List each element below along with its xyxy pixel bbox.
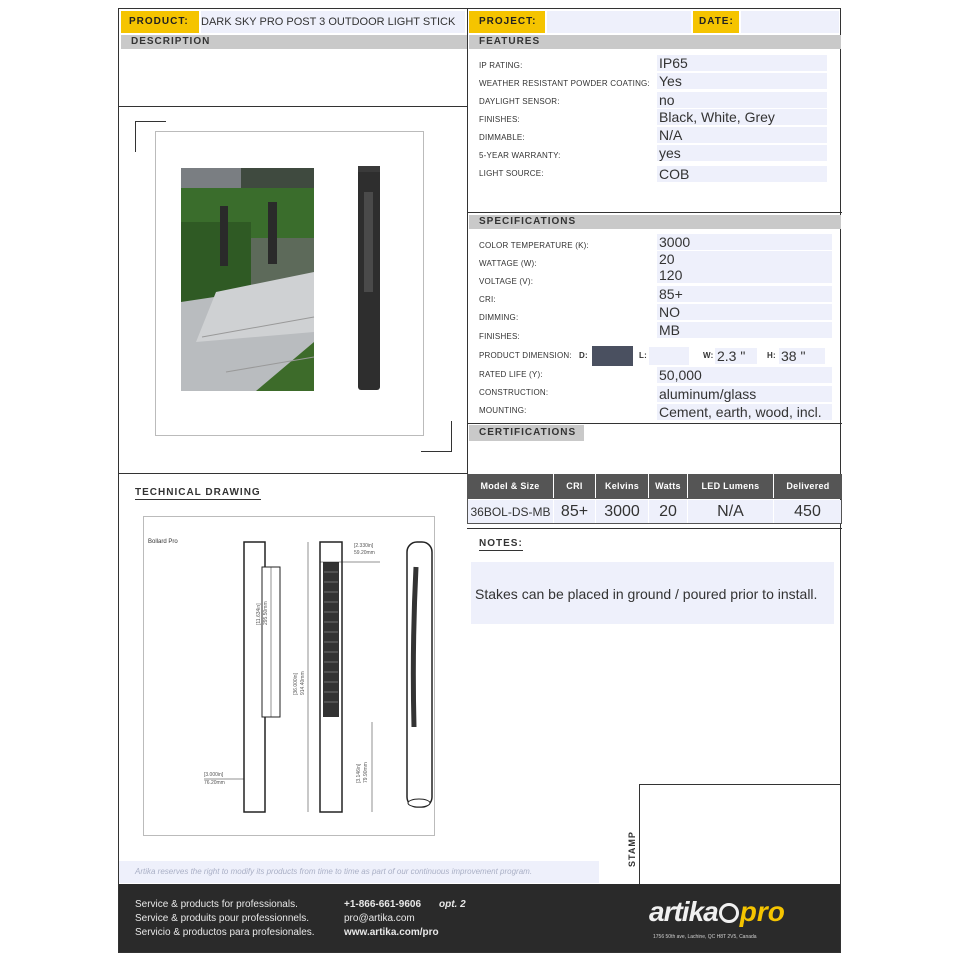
- spec-value[interactable]: 3000: [657, 234, 832, 250]
- spec-label: COLOR TEMPERATURE (K):: [479, 241, 589, 250]
- date-field[interactable]: [741, 11, 839, 33]
- feature-value[interactable]: COB: [657, 166, 827, 182]
- notes-box[interactable]: [471, 562, 834, 624]
- feature-value[interactable]: N/A: [657, 127, 827, 143]
- table-header: CRI: [554, 474, 595, 498]
- feature-value[interactable]: Black, White, Grey: [657, 109, 827, 125]
- features-bar: FEATURES: [469, 35, 841, 49]
- product-image-frame: [155, 131, 424, 436]
- crop-mark-br: [421, 421, 452, 452]
- feature-label: FINISHES:: [479, 115, 520, 124]
- table-divider: [467, 528, 842, 529]
- dimension-annotation: 914.40mm: [300, 671, 306, 695]
- footer-address: 1756 50th ave, Lachine, QC H8T 2V5, Canada: [653, 934, 757, 940]
- column-divider: [467, 9, 468, 475]
- dimension-annotation: [3.146in]: [356, 763, 362, 783]
- artika-pro-logo: [649, 896, 785, 928]
- feature-label: 5-YEAR WARRANTY:: [479, 151, 561, 160]
- features-list: [469, 53, 841, 185]
- feature-label: LIGHT SOURCE:: [479, 169, 544, 178]
- table-cell: 36BOL-DS-MB: [468, 500, 553, 524]
- dimension-label: PRODUCT DIMENSION:: [479, 351, 572, 360]
- table-cell: 3000: [596, 500, 648, 524]
- logo-pro: pro: [739, 896, 785, 927]
- footer-line: Service & produits pour professionnels.: [135, 913, 309, 924]
- product-photo: [156, 132, 423, 435]
- stamp-box[interactable]: [639, 784, 841, 884]
- table-header: Watts: [649, 474, 687, 498]
- spec-value[interactable]: 85+: [657, 286, 832, 302]
- feature-label: DAYLIGHT SENSOR:: [479, 97, 560, 106]
- table-header: Delivered: [774, 474, 842, 498]
- feature-label: DIMMABLE:: [479, 133, 525, 142]
- feature-value[interactable]: yes: [657, 145, 827, 161]
- image-divider: [119, 473, 468, 474]
- dimension-l-label: L:: [639, 351, 647, 360]
- footer-website[interactable]: www.artika.com/pro: [344, 927, 439, 938]
- feature-label: IP RATING:: [479, 61, 523, 70]
- spec-value[interactable]: NO: [657, 304, 832, 320]
- table-cell: 20: [649, 500, 687, 524]
- spec-label: WATTAGE (W):: [479, 259, 537, 268]
- dimension-annotation: [11.634in]: [256, 603, 262, 625]
- dimension-d-label: D:: [579, 351, 588, 360]
- dimension-annotation: 59.20mm: [354, 550, 375, 556]
- project-field[interactable]: [547, 11, 691, 33]
- dimension-annotation: [2.330in]: [354, 543, 374, 549]
- dimension-annotation: [3.000in]: [204, 772, 224, 778]
- description-divider: [119, 106, 468, 107]
- model-table: [467, 474, 842, 528]
- disclaimer-band: [119, 861, 599, 883]
- dimension-l-field[interactable]: [649, 347, 689, 365]
- spec-value[interactable]: Cement, earth, wood, incl.: [657, 404, 832, 420]
- spec-label: RATED LIFE (Y):: [479, 370, 543, 379]
- table-cell: N/A: [688, 500, 773, 524]
- dimension-annotation: 79.90mm: [363, 762, 369, 783]
- specifications-bar: SPECIFICATIONS: [469, 215, 841, 229]
- feature-value[interactable]: no: [657, 92, 827, 108]
- footer: [119, 884, 840, 952]
- technical-drawing-frame: [143, 516, 435, 836]
- dimension-annotation: [36.000in]: [293, 673, 299, 695]
- notes-title: NOTES:: [479, 538, 523, 549]
- spec-value[interactable]: 50,000: [657, 367, 832, 383]
- logo-swirl-icon: [719, 903, 739, 923]
- table-header: Model & Size: [467, 474, 553, 498]
- spec-value[interactable]: MB: [657, 322, 832, 338]
- footer-line: Service & products for professionals.: [135, 899, 298, 910]
- feature-value[interactable]: IP65: [657, 55, 827, 71]
- spec-sheet: [118, 8, 841, 953]
- specifications-divider: [467, 423, 842, 424]
- spec-value[interactable]: 120: [657, 267, 832, 283]
- date-label: DATE:: [693, 11, 739, 33]
- spec-label: MOUNTING:: [479, 406, 527, 415]
- feature-value[interactable]: Yes: [657, 73, 827, 89]
- features-divider: [467, 212, 842, 213]
- stamp-label: STAMP: [627, 831, 637, 867]
- dimension-d-field[interactable]: [592, 346, 633, 366]
- spec-label: DIMMING:: [479, 313, 519, 322]
- product-label: PRODUCT:: [121, 11, 199, 33]
- description-bar: DESCRIPTION: [121, 35, 467, 49]
- footer-phone[interactable]: +1-866-661-9606: [344, 899, 422, 910]
- product-name[interactable]: DARK SKY PRO POST 3 OUTDOOR LIGHT STICK: [201, 11, 465, 33]
- feature-label: WEATHER RESISTANT POWDER COATING:: [479, 79, 650, 88]
- technical-drawing: [144, 517, 434, 835]
- drawing-label: Bollard Pro: [148, 539, 178, 545]
- footer-phone-option: opt. 2: [439, 899, 466, 910]
- dimension-w-value[interactable]: 2.3 ": [715, 348, 757, 364]
- dimension-h-label: H:: [767, 351, 776, 360]
- table-header: Kelvins: [596, 474, 648, 498]
- spec-value[interactable]: 20: [657, 251, 832, 267]
- spec-label: VOLTAGE (V):: [479, 277, 534, 286]
- dimension-annotation: 295.50mm: [263, 601, 269, 625]
- technical-drawing-title: TECHNICAL DRAWING: [135, 487, 261, 498]
- project-label: PROJECT:: [469, 11, 545, 33]
- dimension-w-label: W:: [703, 351, 714, 360]
- specifications-list: [469, 231, 841, 423]
- notes-text: Stakes can be placed in ground / poured prior to install.: [475, 586, 818, 602]
- footer-email[interactable]: pro@artika.com: [344, 913, 415, 924]
- spec-label: CONSTRUCTION:: [479, 388, 549, 397]
- spec-value[interactable]: aluminum/glass: [657, 386, 832, 402]
- spec-label: CRI:: [479, 295, 496, 304]
- dimension-h-value[interactable]: 38 ": [779, 348, 825, 364]
- spec-label: FINISHES:: [479, 332, 520, 341]
- footer-line: Servicio & productos para profesionales.: [135, 927, 315, 938]
- table-cell: 85+: [554, 500, 595, 524]
- table-cell: 450: [774, 500, 841, 524]
- table-header: LED Lumens: [688, 474, 773, 498]
- dimension-annotation: 76.20mm: [204, 780, 225, 786]
- logo-brand: artika: [649, 896, 718, 927]
- disclaimer-text: Artika reserves the right to modify its products from time to time as part of our continuous improvement program.: [135, 867, 533, 876]
- certifications-bar: CERTIFICATIONS: [469, 425, 584, 441]
